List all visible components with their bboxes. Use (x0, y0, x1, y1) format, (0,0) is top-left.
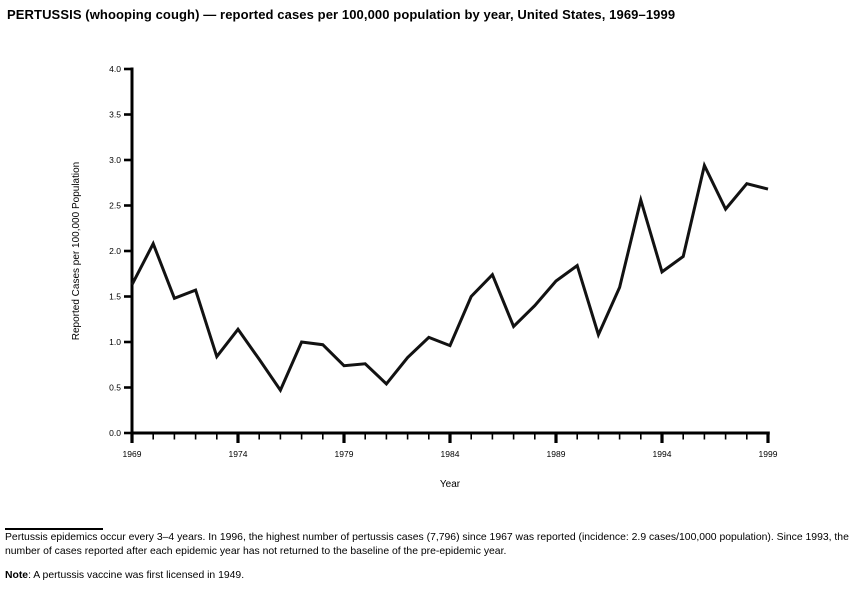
y-axis-title: Reported Cases per 100,000 Population (71, 161, 82, 341)
footnote: Pertussis epidemics occur every 3–4 years. In 1996, the highest number of pertussis cases (7,796) since 1967 was reported (incidence: 2.9 cases/100,000 population). Since 1993, the number of cases reported after each epidemic year has not returned to the baseline of the pre-epidemic year. (5, 532, 849, 557)
y-tick-label: 3.5 (109, 109, 121, 120)
x-tick-label: 1984 (440, 449, 460, 459)
y-tick-label: 0.5 (109, 382, 121, 393)
y-tick-label: 3.0 (109, 155, 121, 165)
y-tick-label: 1.0 (109, 337, 121, 347)
y-tick-label: 0.0 (109, 428, 121, 438)
data-line (132, 166, 768, 391)
y-tick-label: 4.0 (109, 64, 121, 74)
note-label: Note (5, 570, 29, 581)
x-tick-label: 1999 (758, 449, 778, 459)
note-body: : A pertussis vaccine was first licensed in 1949. (28, 570, 245, 581)
x-tick-label: 1969 (122, 449, 142, 459)
x-tick-label: 1974 (228, 449, 248, 459)
x-tick-label: 1989 (546, 449, 566, 459)
vaccine-note (5, 569, 244, 583)
footnote-rule (5, 528, 103, 530)
y-tick-label: 1.5 (109, 291, 121, 302)
x-tick-label: 1994 (652, 449, 672, 459)
y-tick-label: 2.5 (109, 200, 121, 211)
x-axis-title: Year (439, 479, 461, 490)
y-tick-label: 2.0 (109, 246, 121, 256)
chart-title: PERTUSSIS (whooping cough) — reported cases per 100,000 population by year, United States, 1969–1999 (7, 7, 676, 22)
x-tick-label: 1979 (334, 449, 354, 459)
